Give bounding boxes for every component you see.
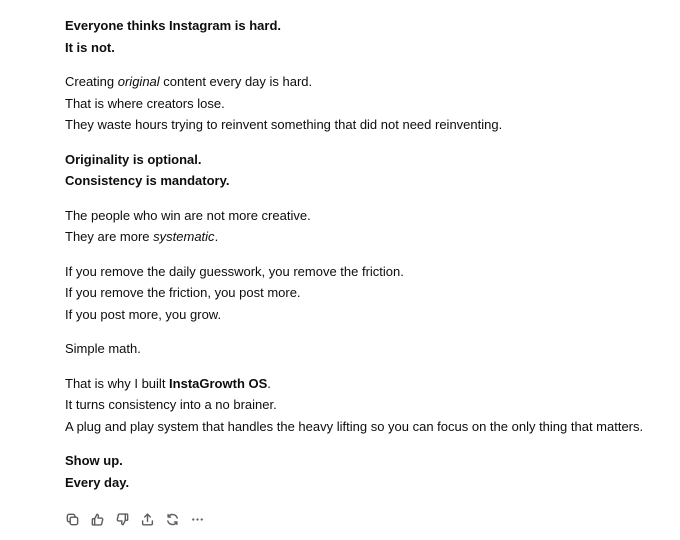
text-segment: That is why I built [65, 375, 170, 391]
paragraph-originality [65, 149, 665, 192]
text-segment: They are more [65, 229, 154, 244]
text-segment: Creating [65, 74, 118, 89]
paragraph-friction [65, 261, 665, 326]
message-line: If you remove the daily guesswork, you remove the friction. [65, 263, 404, 279]
paragraph-math [65, 338, 665, 360]
message-line: It is not. [65, 39, 115, 55]
message-line [65, 226, 665, 248]
message-line: Every day. [65, 474, 130, 490]
message-line: Simple math. [65, 341, 141, 356]
message-line: It turns consistency into a no brainer. [65, 397, 277, 412]
message-line: They waste hours trying to reinvent something that did not need reinventing. [65, 117, 503, 132]
emphasis-text: original [117, 74, 160, 89]
paragraph-closing [65, 450, 665, 493]
thumbs-up-button[interactable] [89, 511, 105, 527]
assistant-message [65, 15, 665, 506]
text-segment: content every day is hard. [159, 74, 313, 89]
paragraph-intro [65, 15, 665, 58]
message-line: Consistency is mandatory. [65, 173, 230, 188]
regenerate-button[interactable] [164, 511, 180, 527]
message-line: A plug and play system that handles the heavy lifting so you can focus on the only thing that matters. [65, 418, 644, 434]
text-segment: . [267, 375, 271, 391]
message-line: Everyone thinks Instagram is hard. [65, 18, 282, 33]
message-line: If you remove the friction, you post more. [65, 285, 301, 300]
message-line [65, 71, 665, 93]
paragraph-people [65, 205, 665, 248]
message-line: If you post more, you grow. [65, 306, 222, 322]
thumbs-down-icon [115, 512, 130, 527]
share-icon [140, 512, 155, 527]
paragraph-product [65, 373, 665, 438]
regenerate-icon [165, 512, 180, 527]
message-actions-bar [64, 509, 205, 529]
copy-icon [65, 512, 80, 527]
text-segment: . [214, 229, 219, 244]
thumbs-down-button[interactable] [114, 511, 130, 527]
message-line [65, 373, 665, 395]
share-button[interactable] [139, 511, 155, 527]
product-name: InstaGrowth OS [169, 375, 268, 391]
more-icon [190, 512, 205, 527]
message-line: The people who win are not more creative. [65, 207, 311, 223]
paragraph-creating [65, 71, 665, 136]
more-options-button[interactable] [189, 511, 205, 527]
emphasis-text: systematic [153, 229, 215, 244]
copy-button[interactable] [64, 511, 80, 527]
message-line: That is where creators lose. [65, 95, 225, 111]
message-line: Show up. [65, 453, 123, 468]
message-line: Originality is optional. [65, 151, 202, 167]
thumbs-up-icon [90, 512, 105, 527]
